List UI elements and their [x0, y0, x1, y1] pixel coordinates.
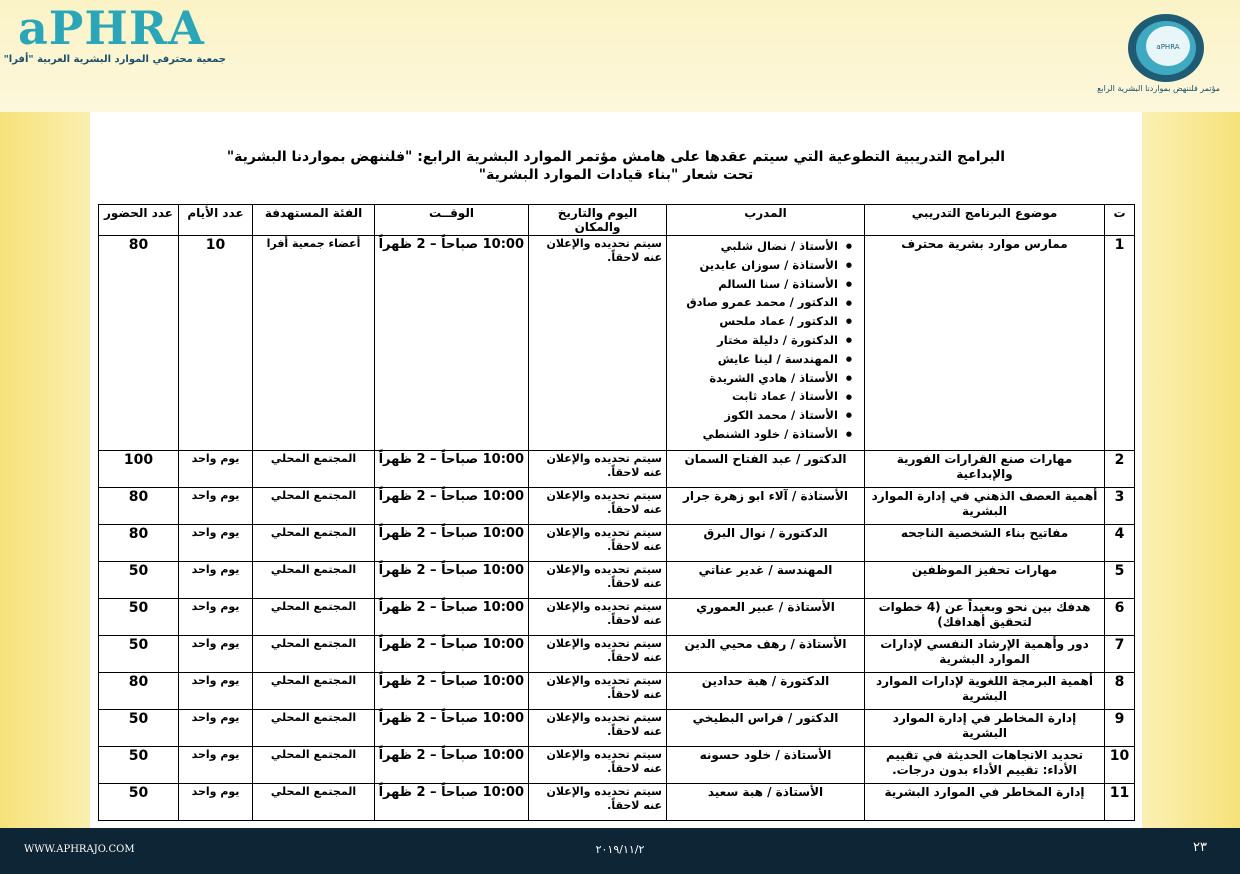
row-topic: تحديد الاتجاهات الحديثة في تقييم الأداء: تقييم الأداء بدون درجات.: [865, 747, 1105, 784]
row-place: سيتم تحديده والإعلان عنه لاحقاً.: [529, 747, 667, 784]
row-trainer: الأستاذة / هبة سعيد: [667, 784, 865, 821]
row-target-group: المجتمع المحلي: [253, 710, 375, 747]
header-trainer: المدرب: [667, 205, 865, 236]
row-time: 10:00 صباحاً – 2 ظهراً: [375, 673, 529, 710]
row-days: يوم واحد: [179, 525, 253, 562]
row-place: سيتم تحديده والإعلان عنه لاحقاً.: [529, 562, 667, 599]
trainer-item: ● الأستاذ / عماد ثابت: [671, 387, 860, 406]
header-attendance: عدد الحضور: [99, 205, 179, 236]
trainer-item: ● الأستاذة / سنا السالم: [671, 275, 860, 294]
row-number: 11: [1105, 784, 1135, 821]
row-target-group: المجتمع المحلي: [253, 673, 375, 710]
aphra-logo: [3, 1, 228, 68]
row-topic: مهارات صنع القرارات الفورية والإبداعية: [865, 451, 1105, 488]
row-topic: إدارة المخاطر في الموارد البشرية: [865, 784, 1105, 821]
row-time: 10:00 صباحاً – 2 ظهراً: [375, 784, 529, 821]
row-trainer: الأستاذة / خلود حسونه: [667, 747, 865, 784]
row-days: يوم واحد: [179, 636, 253, 673]
trainer-item: ● الأستاذة / خلود الشنطي: [671, 425, 860, 444]
row-topic: إدارة المخاطر في إدارة الموارد البشرية: [865, 710, 1105, 747]
row-topic: دور وأهمية الإرشاد النفسي لإدارات الموارد البشرية: [865, 636, 1105, 673]
row-trainer: الأستاذة / آلاء ابو زهرة جرار: [667, 488, 865, 525]
row-time: 10:00 صباحاً – 2 ظهراً: [375, 636, 529, 673]
conference-badge-text: aPHRA: [1156, 43, 1180, 51]
row-attendance: 50: [99, 636, 179, 673]
row-number: 3: [1105, 488, 1135, 525]
row-place: سيتم تحديده والإعلان عنه لاحقاً.: [529, 673, 667, 710]
row-place: سيتم تحديده والإعلان عنه لاحقاً.: [529, 488, 667, 525]
document-title: [90, 148, 1142, 184]
table-row: [99, 636, 1135, 673]
conference-logo-label: مؤتمر فلننهض بمواردنا البشرية الرابع: [1097, 84, 1220, 93]
row-days: يوم واحد: [179, 451, 253, 488]
row-topic: هدفك بين نحو وبعيداً عن (4 خطوات لتحقيق أهدافك): [865, 599, 1105, 636]
table-row: [99, 236, 1135, 451]
table-row: [99, 710, 1135, 747]
row-days: يوم واحد: [179, 599, 253, 636]
table-row: [99, 673, 1135, 710]
row-number: 1: [1105, 236, 1135, 451]
table-row: [99, 488, 1135, 525]
row-trainer: الدكتورة / هبة حدادين: [667, 673, 865, 710]
row-attendance: 50: [99, 747, 179, 784]
trainer-list: [671, 237, 860, 444]
row-place: سيتم تحديده والإعلان عنه لاحقاً.: [529, 236, 667, 451]
row-trainer: الأستاذة / عبير العموري: [667, 599, 865, 636]
trainer-item: ● الأستاذ / هادي الشريدة: [671, 369, 860, 388]
row-attendance: 50: [99, 599, 179, 636]
row-attendance: 80: [99, 236, 179, 451]
row-number: 4: [1105, 525, 1135, 562]
row-time: 10:00 صباحاً – 2 ظهراً: [375, 236, 529, 451]
header-num: ت: [1105, 205, 1135, 236]
row-number: 7: [1105, 636, 1135, 673]
trainer-item: ● الدكتور / عماد ملحس: [671, 312, 860, 331]
table-header-row: [99, 205, 1135, 236]
title-line-2: تحت شعار "بناء قيادات الموارد البشرية": [478, 167, 754, 183]
table-row: [99, 599, 1135, 636]
row-trainer: الدكتور / فراس البطيخي: [667, 710, 865, 747]
row-number: 2: [1105, 451, 1135, 488]
row-target-group: المجتمع المحلي: [253, 451, 375, 488]
footer-date: ٢٠١٩/١١/٢: [595, 843, 645, 856]
row-target-group: أعضاء جمعية أفرا: [253, 236, 375, 451]
trainer-item: ● الأستاذ / محمد الكوز: [671, 406, 860, 425]
row-topic: أهمية العصف الذهني في إدارة الموارد البشرية: [865, 488, 1105, 525]
row-days: يوم واحد: [179, 673, 253, 710]
trainer-item: ● الأستاذ / نضال شلبي: [671, 237, 860, 256]
header-place: اليوم والتاريخ والمكان: [529, 205, 667, 236]
row-place: سيتم تحديده والإعلان عنه لاحقاً.: [529, 599, 667, 636]
header-time: الوقــت: [375, 205, 529, 236]
row-topic: مفاتيح بناء الشخصية الناجحه: [865, 525, 1105, 562]
row-place: سيتم تحديده والإعلان عنه لاحقاً.: [529, 451, 667, 488]
row-topic: مهارات تحفيز الموظفين: [865, 562, 1105, 599]
conference-logo: [1097, 10, 1220, 100]
row-time: 10:00 صباحاً – 2 ظهراً: [375, 562, 529, 599]
training-programs-table: [98, 204, 1135, 821]
header-days: عدد الأيام: [179, 205, 253, 236]
aphra-logo-subtitle: جمعية محترفي الموارد البشرية العربية "أفرا": [3, 54, 226, 65]
trainer-item: ● المهندسة / لينا عايش: [671, 350, 860, 369]
page-header: [0, 0, 1240, 112]
row-attendance: 100: [99, 451, 179, 488]
row-time: 10:00 صباحاً – 2 ظهراً: [375, 525, 529, 562]
table-row: [99, 747, 1135, 784]
row-topic: أهمية البرمجة اللغوية لإدارات الموارد البشرية: [865, 673, 1105, 710]
page-footer: [0, 828, 1240, 874]
row-attendance: 80: [99, 488, 179, 525]
table-row: [99, 784, 1135, 821]
header-target: الفئة المستهدفة: [253, 205, 375, 236]
conference-emblem-icon: [1124, 12, 1208, 84]
row-time: 10:00 صباحاً – 2 ظهراً: [375, 488, 529, 525]
row-trainer: الأستاذة / رهف محيي الدين: [667, 636, 865, 673]
row-days: يوم واحد: [179, 488, 253, 525]
row-attendance: 50: [99, 784, 179, 821]
header-topic: موضوع البرنامج التدريبي: [865, 205, 1105, 236]
table-row: [99, 451, 1135, 488]
row-target-group: المجتمع المحلي: [253, 562, 375, 599]
table-row: [99, 562, 1135, 599]
row-place: سيتم تحديده والإعلان عنه لاحقاً.: [529, 710, 667, 747]
row-attendance: 50: [99, 562, 179, 599]
row-time: 10:00 صباحاً – 2 ظهراً: [375, 599, 529, 636]
row-number: 6: [1105, 599, 1135, 636]
row-target-group: المجتمع المحلي: [253, 747, 375, 784]
row-time: 10:00 صباحاً – 2 ظهراً: [375, 747, 529, 784]
row-trainer: الدكتورة / نوال البرق: [667, 525, 865, 562]
footer-website: WWW.APHRAJO.COM: [24, 844, 135, 855]
trainer-item: ● الدكتور / محمد عمرو صادق: [671, 293, 860, 312]
row-time: 10:00 صباحاً – 2 ظهراً: [375, 451, 529, 488]
table-row: [99, 525, 1135, 562]
row-place: سيتم تحديده والإعلان عنه لاحقاً.: [529, 525, 667, 562]
row-attendance: 80: [99, 525, 179, 562]
row-attendance: 50: [99, 710, 179, 747]
row-place: سيتم تحديده والإعلان عنه لاحقاً.: [529, 636, 667, 673]
row-days: يوم واحد: [179, 710, 253, 747]
row-place: سيتم تحديده والإعلان عنه لاحقاً.: [529, 784, 667, 821]
row-trainer: المهندسة / غدير عناتي: [667, 562, 865, 599]
document-page: [90, 112, 1142, 828]
row-target-group: المجتمع المحلي: [253, 784, 375, 821]
row-time: 10:00 صباحاً – 2 ظهراً: [375, 710, 529, 747]
aphra-logo-text: aPHRA: [18, 1, 205, 55]
row-topic: ممارس موارد بشرية محترف: [865, 236, 1105, 451]
row-trainers: [667, 236, 865, 451]
row-trainer: الدكتور / عبد الفتاح السمان: [667, 451, 865, 488]
row-number: 5: [1105, 562, 1135, 599]
trainer-item: ● الأستاذة / سوزان عابدين: [671, 256, 860, 275]
row-target-group: المجتمع المحلي: [253, 488, 375, 525]
row-number: 10: [1105, 747, 1135, 784]
row-number: 9: [1105, 710, 1135, 747]
row-days: يوم واحد: [179, 784, 253, 821]
trainer-item: ● الدكتورة / دليلة مختار: [671, 331, 860, 350]
row-number: 8: [1105, 673, 1135, 710]
row-days: يوم واحد: [179, 562, 253, 599]
row-days: 10: [179, 236, 253, 451]
row-target-group: المجتمع المحلي: [253, 636, 375, 673]
page-number: ٢٣: [1193, 840, 1207, 855]
row-target-group: المجتمع المحلي: [253, 525, 375, 562]
row-target-group: المجتمع المحلي: [253, 599, 375, 636]
row-days: يوم واحد: [179, 747, 253, 784]
row-attendance: 80: [99, 673, 179, 710]
title-line-1: البرامج التدريبية التطوعية التي سيتم عقدها على هامش مؤتمر الموارد البشرية الرابع: "فلننهض بمواردنا البشرية": [226, 149, 1006, 165]
